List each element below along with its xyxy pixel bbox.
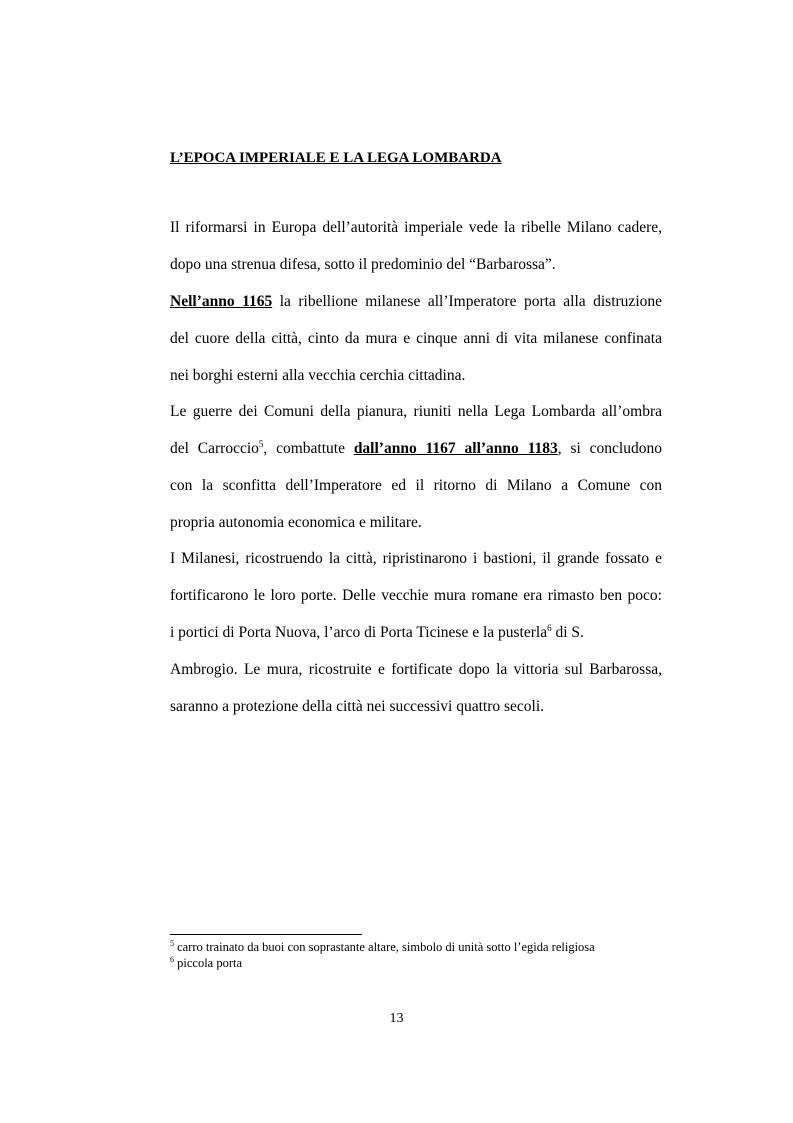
footnote-5 bbox=[170, 940, 595, 955]
footnote-5-number: 5 bbox=[170, 938, 174, 948]
body-line-9: propria autonomia economica e militare. bbox=[170, 514, 422, 531]
body-line-11: fortificarono le loro porte. Delle vecchie mura romane era rimasto ben poco: bbox=[170, 587, 662, 604]
footnote-divider bbox=[170, 934, 362, 935]
body-line-7-b: , combattute bbox=[263, 440, 354, 457]
footnote-6-number: 6 bbox=[170, 954, 174, 964]
year-1165-emphasis: Nell’anno 1165 bbox=[170, 293, 273, 310]
footnote-ref-5[interactable]: 5 bbox=[258, 438, 264, 449]
body-line-12-b: di S. bbox=[551, 624, 584, 641]
body-line-8: con la sconfitta dell’Imperatore ed il ritorno di Milano a Comune con bbox=[170, 477, 662, 494]
body-line-3-text: la ribellione milanese all’Imperatore porta alla distruzione bbox=[272, 293, 663, 310]
footnote-6 bbox=[170, 956, 242, 971]
footnote-ref-6[interactable]: 6 bbox=[547, 622, 552, 633]
page-number: 13 bbox=[389, 1011, 404, 1026]
footnote-6-text: piccola porta bbox=[174, 956, 243, 970]
body-line-7-c: , si concludono bbox=[557, 440, 662, 457]
body-line-10: I Milanesi, ricostruendo la città, ripristinarono i bastioni, il grande fossato e bbox=[170, 550, 662, 567]
body-line-12 bbox=[170, 623, 662, 643]
years-1167-1183-emphasis: dall’anno 1167 all’anno 1183 bbox=[353, 440, 558, 457]
body-line-14: saranno a protezione della città nei successivi quattro secoli. bbox=[170, 698, 545, 715]
body-line-7 bbox=[170, 439, 662, 459]
body-line-13: Ambrogio. Le mura, ricostruite e fortificate dopo la vittoria sul Barbarossa, bbox=[170, 661, 662, 678]
body-line-6: Le guerre dei Comuni della pianura, riuniti nella Lega Lombarda all’ombra bbox=[170, 403, 662, 420]
footnote-5-text: carro trainato da buoi con soprastante altare, simbolo di unità sotto l’egida religiosa bbox=[174, 940, 595, 954]
body-line-12-a: i portici di Porta Nuova, l’arco di Porta Ticinese e la pusterla bbox=[170, 624, 548, 641]
body-line-1: Il riformarsi in Europa dell’autorità imperiale vede la ribelle Milano cadere, bbox=[170, 219, 662, 236]
body-line-3 bbox=[170, 292, 662, 312]
body-line-2: dopo una strenua difesa, sotto il predominio del “Barbarossa”. bbox=[170, 256, 556, 273]
body-line-5: nei borghi esterni alla vecchia cerchia cittadina. bbox=[170, 367, 466, 384]
body-line-4: del cuore della città, cinto da mura e cinque anni di vita milanese confinata bbox=[170, 330, 662, 347]
body-line-7-a: del Carroccio bbox=[170, 440, 259, 457]
section-heading: L’EPOCA IMPERIALE E LA LEGA LOMBARDA bbox=[170, 150, 502, 166]
